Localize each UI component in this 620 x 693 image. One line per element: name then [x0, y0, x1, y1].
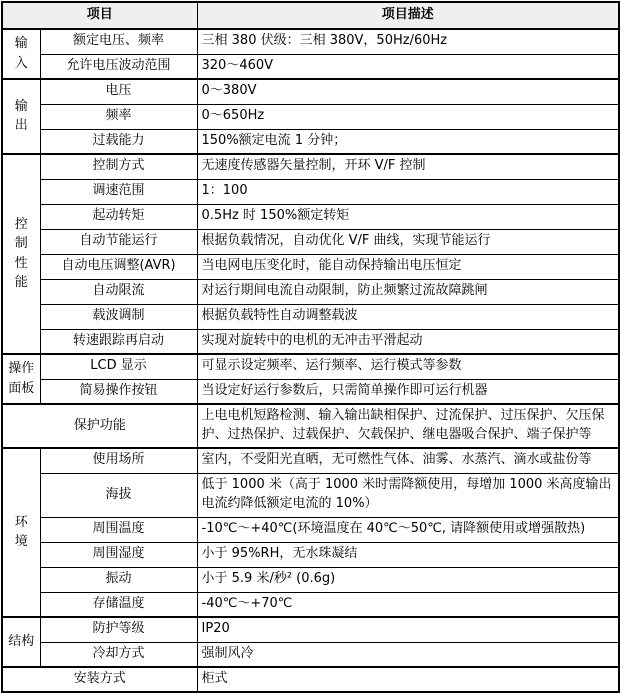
- item-desc-cell: 320～460V: [197, 54, 619, 79]
- table-row: [2, 473, 619, 517]
- item-name-cell: 防护等级: [40, 617, 197, 642]
- group-label-output: 输出: [2, 79, 40, 154]
- table-row: [2, 617, 619, 642]
- table-row: [2, 667, 619, 692]
- group-label-installation: 安装方式: [2, 667, 197, 692]
- item-desc-cell: 室内，不受阳光直晒，无可燃性气体、油雾、水蒸汽、滴水或盐份等: [197, 448, 619, 473]
- header-item: 项目: [2, 2, 197, 29]
- item-name-cell: 频率: [40, 104, 197, 129]
- item-desc-cell: 0.5Hz 时 150%额定转矩: [197, 204, 619, 229]
- item-name-cell: 简易操作按钮: [40, 379, 197, 404]
- item-name-cell: 控制方式: [40, 154, 197, 179]
- item-name-cell: 调速范围: [40, 179, 197, 204]
- item-desc-cell: 0～650Hz: [197, 104, 619, 129]
- table-row: [2, 254, 619, 279]
- group-label-input: 输入: [2, 29, 40, 79]
- item-name-cell: 载波调制: [40, 304, 197, 329]
- group-label-structure: 结构: [2, 617, 40, 667]
- table-row: [2, 129, 619, 154]
- item-desc-cell: 根据负载情况，自动优化 V/F 曲线，实现节能运行: [197, 229, 619, 254]
- item-name-cell: 振动: [40, 567, 197, 592]
- item-name-cell: 自动节能运行: [40, 229, 197, 254]
- header-description: 项目描述: [197, 2, 619, 29]
- table-row: [2, 29, 619, 54]
- item-desc-cell: 三相 380 伏级：三相 380V，50Hz/60Hz: [197, 29, 619, 54]
- table-row: [2, 567, 619, 592]
- table-row: [2, 517, 619, 542]
- group-label-operation-panel: 操作面板: [2, 354, 40, 404]
- item-desc-cell: -40℃～+70℃: [197, 592, 619, 617]
- table-row: [2, 404, 619, 448]
- item-desc-cell: 对运行期间电流自动限制，防止频繁过流故障跳闸: [197, 279, 619, 304]
- item-desc-cell: 150%额定电流 1 分钟；: [197, 129, 619, 154]
- table-row: [2, 642, 619, 667]
- item-name-cell: 过载能力: [40, 129, 197, 154]
- spec-table: [1, 1, 620, 693]
- group-label-control-performance: 控制性能: [2, 154, 40, 354]
- group-label-protection: 保护功能: [2, 404, 197, 448]
- item-desc-cell: 实现对旋转中的电机的无冲击平滑起动: [197, 329, 619, 354]
- item-name-cell: 自动电压调整(AVR): [40, 254, 197, 279]
- item-desc-cell: 无速度传感器矢量控制，开环 V/F 控制: [197, 154, 619, 179]
- item-name-cell: 周围湿度: [40, 542, 197, 567]
- table-row: [2, 79, 619, 104]
- table-row: [2, 154, 619, 179]
- table-row: [2, 354, 619, 379]
- item-name-cell: 电压: [40, 79, 197, 104]
- table-row: [2, 279, 619, 304]
- item-desc-cell: -10℃～+40℃(环境温度在 40℃～50℃, 请降额使用或增强散热): [197, 517, 619, 542]
- table-row: [2, 379, 619, 404]
- item-desc-cell: 低于 1000 米（高于 1000 米时需降额使用，每增加 1000 米高度输出电流约降低额定电流的 10%）: [197, 473, 619, 517]
- table-row: [2, 54, 619, 79]
- item-name-cell: 额定电压、频率: [40, 29, 197, 54]
- table-row: [2, 542, 619, 567]
- table-row: [2, 592, 619, 617]
- table-row: [2, 304, 619, 329]
- item-desc-cell: 柜式: [197, 667, 619, 692]
- table-row: [2, 204, 619, 229]
- item-desc-cell: 强制风冷: [197, 642, 619, 667]
- item-name-cell: 转速跟踪再启动: [40, 329, 197, 354]
- item-name-cell: 使用场所: [40, 448, 197, 473]
- table-header-row: [2, 2, 619, 29]
- item-name-cell: 起动转矩: [40, 204, 197, 229]
- table-row: [2, 448, 619, 473]
- item-desc-cell: 根据负载特性自动调整载波: [197, 304, 619, 329]
- item-desc-cell: IP20: [197, 617, 619, 642]
- item-name-cell: 自动限流: [40, 279, 197, 304]
- group-label-environment: 环境: [2, 448, 40, 617]
- item-desc-cell: 当电网电压变化时，能自动保持输出电压恒定: [197, 254, 619, 279]
- item-desc-cell: 1：100: [197, 179, 619, 204]
- item-desc-cell: 可显示设定频率、运行频率、运行模式等参数: [197, 354, 619, 379]
- item-desc-cell: 0～380V: [197, 79, 619, 104]
- item-desc-cell: 上电电机短路检测、输入输出缺相保护、过流保护、过压保护、欠压保护、过热保护、过载保护、欠载保护、继电器吸合保护、端子保护等: [197, 404, 619, 448]
- item-name-cell: 周围温度: [40, 517, 197, 542]
- item-name-cell: 允许电压波动范围: [40, 54, 197, 79]
- item-name-cell: LCD 显示: [40, 354, 197, 379]
- table-row: [2, 104, 619, 129]
- item-desc-cell: 当设定好运行参数后，只需简单操作即可运行机器: [197, 379, 619, 404]
- item-name-cell: 存储温度: [40, 592, 197, 617]
- item-desc-cell: 小于 5.9 米/秒² (0.6g): [197, 567, 619, 592]
- item-name-cell: 冷却方式: [40, 642, 197, 667]
- table-row: [2, 229, 619, 254]
- item-name-cell: 海拔: [40, 473, 197, 517]
- table-row: [2, 179, 619, 204]
- item-desc-cell: 小于 95%RH，无水珠凝结: [197, 542, 619, 567]
- table-row: [2, 329, 619, 354]
